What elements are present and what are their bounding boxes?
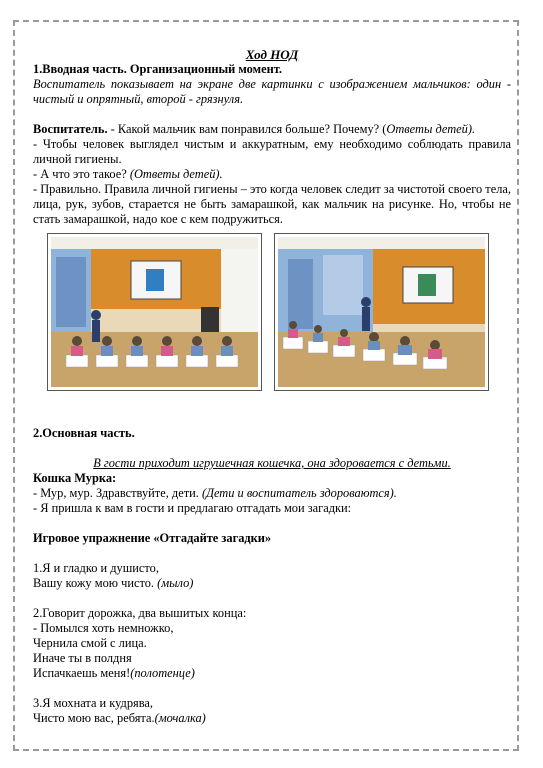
paragraph-teacher-question: Воспитатель. - Какой мальчик вам понравился больше? Почему? (Ответы детей). bbox=[33, 122, 476, 136]
riddle-1: 1.Я и гладко и душисто, Вашу кожу мою чисто. (мыло) bbox=[33, 561, 194, 590]
intro-section-title: 1.Вводная часть. Организационный момент. bbox=[33, 62, 282, 76]
cat-line-greeting: - Мур, мур. Здравствуйте, дети. (Дети и воспитатель здороваются). bbox=[33, 486, 397, 500]
main-note: В гости приходит игрушечная кошечка, она здоровается с детьми. bbox=[93, 456, 451, 470]
page-title: Ход НОД bbox=[245, 47, 299, 62]
riddle-3: 3.Я мохната и кудрява, Чисто мою вас, ребята.(мочалка) bbox=[33, 696, 206, 725]
classroom-photo-2-image bbox=[278, 237, 485, 387]
document-body bbox=[33, 47, 511, 726]
cat-speaker-title: Кошка Мурка: bbox=[33, 471, 117, 485]
game-title: Игровое упражнение «Отгадайте загадки» bbox=[33, 531, 272, 545]
main-section-title: 2.Основная часть. bbox=[33, 426, 135, 440]
photo-row bbox=[33, 233, 511, 396]
paragraph-what-is: - А что это такое? (Ответы детей). bbox=[33, 167, 223, 181]
classroom-photo-1-image bbox=[51, 237, 258, 387]
paragraph-rules: - Правильно. Правила личной гигиены – это когда человек следит за чистотой своего тела, лица, рук, зубов, старается не быть замарашкой, как мальчик на рисунке. Но, чтобы не стать замарашкой, надо кое с кем подружиться. bbox=[33, 182, 511, 226]
classroom-photo-2 bbox=[274, 233, 489, 391]
intro-note: Воспитатель показывает на экране две картинки с изображением мальчиков: один - чистый и опрятный, второй - грязнуля. bbox=[33, 77, 511, 106]
paragraph-hygiene: - Чтобы человек выглядел чистым и аккуратным, ему необходимо соблюдать правила личной гигиены. bbox=[33, 137, 511, 166]
riddle-2: 2.Говорит дорожка, два вышитых конца: - Помылся хоть немножко, Чернила смой с лица. Иначе ты в полдня Испачкаешь меня!(полотенце) bbox=[33, 606, 247, 680]
cat-line-riddles: - Я пришла к вам в гости и предлагаю отгадать мои загадки: bbox=[33, 501, 352, 515]
classroom-photo-1 bbox=[47, 233, 262, 391]
